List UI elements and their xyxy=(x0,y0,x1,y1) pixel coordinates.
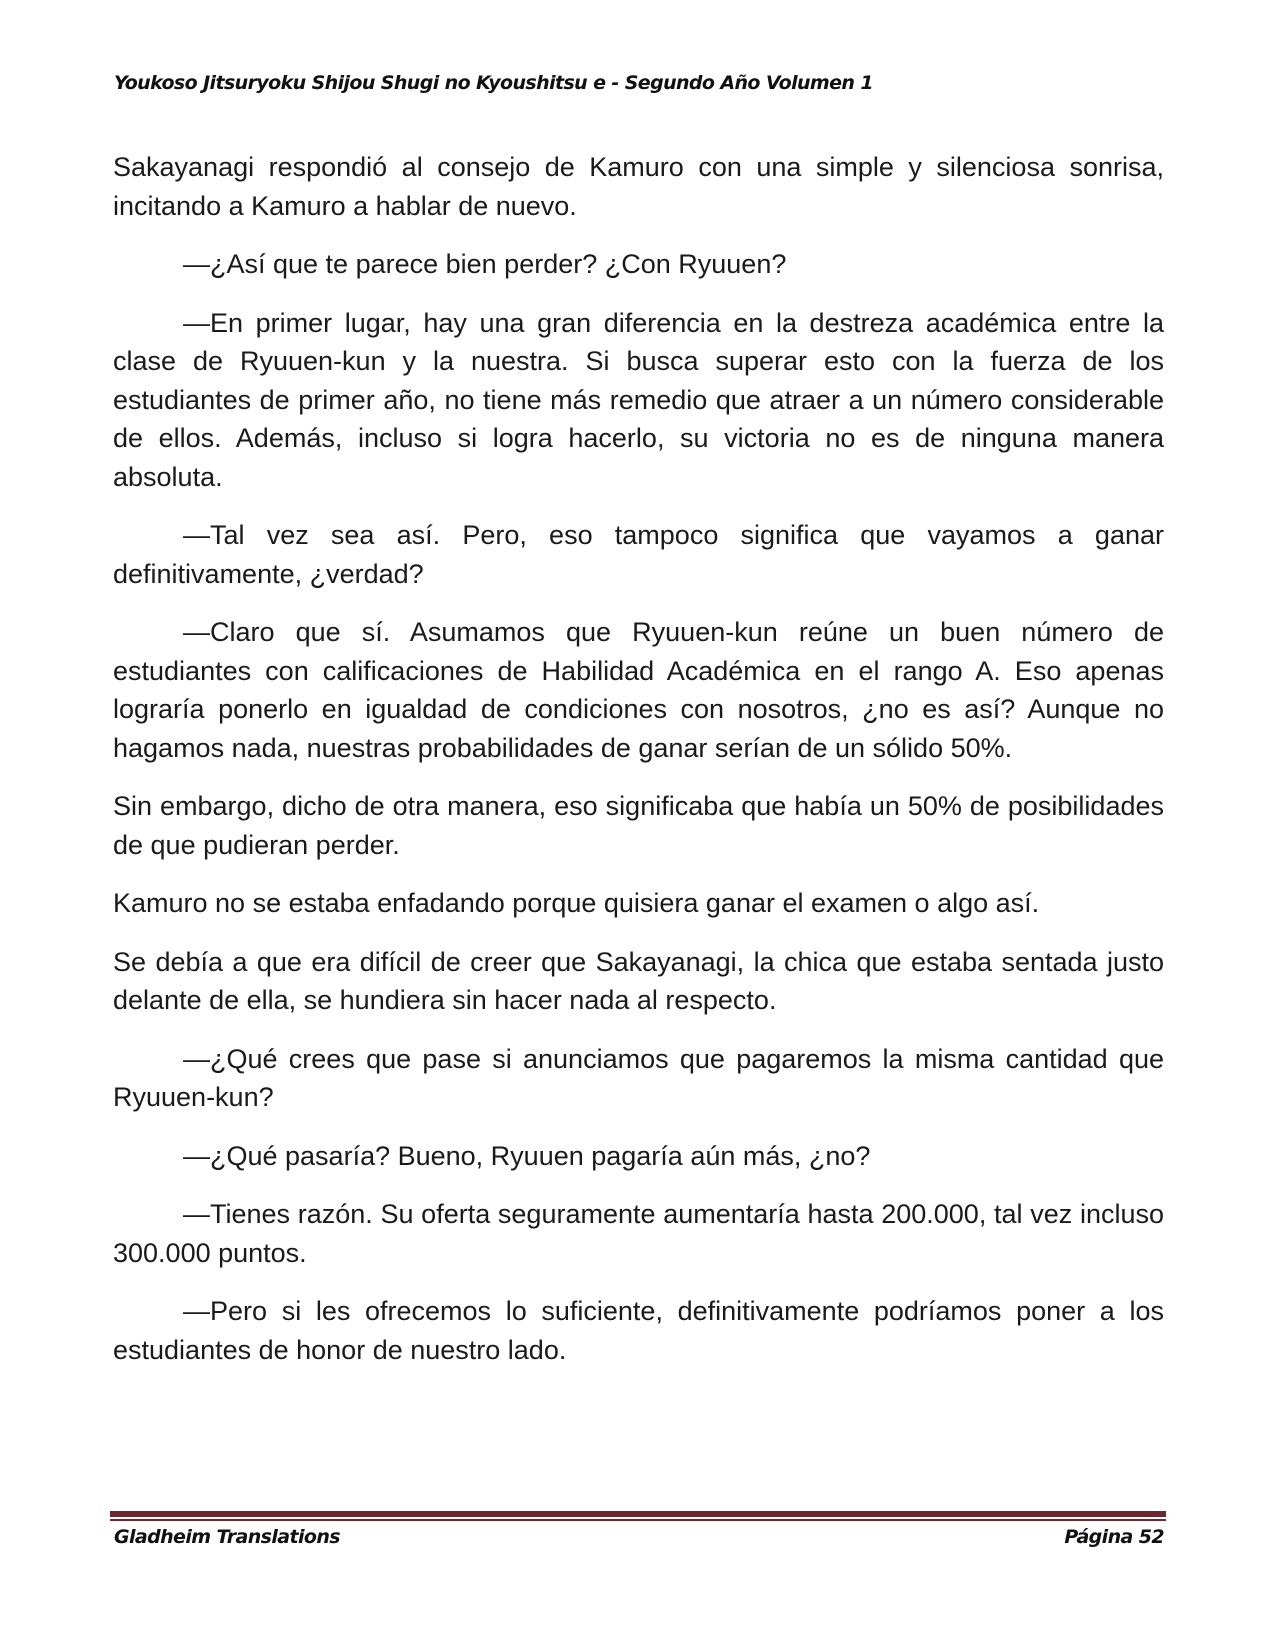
footer-translator: Gladheim Translations xyxy=(114,1526,340,1548)
paragraph: Sakayanagi respondió al consejo de Kamuro con una simple y silenciosa sonrisa, incitando a Kamuro a hablar de nuevo. xyxy=(113,152,1164,221)
paragraph: Sin embargo, dicho de otra manera, eso significaba que había un 50% de posibilidades de que pudieran perder. xyxy=(113,791,1164,860)
paragraph: —Claro que sí. Asumamos que Ryuuen-kun reúne un buen número de estudiantes con calificaciones de Habilidad Académica en el rango A. Eso apenas lograría ponerlo en igualdad de condiciones con nosotros, ¿no es así? Aunque no hagamos nada, nuestras probabilidades de ganar serían de un sólido 50%. xyxy=(113,617,1164,763)
paragraph: Kamuro no se estaba enfadando porque quisiera ganar el examen o algo así. xyxy=(113,888,1040,918)
footer-rule-thick xyxy=(110,1511,1166,1517)
paragraph: —¿Qué crees que pase si anunciamos que pagaremos la misma cantidad que Ryuuen-kun? xyxy=(113,1043,1164,1112)
page-body xyxy=(113,148,1164,1389)
footer-rule-thin xyxy=(110,1519,1166,1521)
paragraph: —¿Así que te parece bien perder? ¿Con Ryuuen? xyxy=(183,249,787,279)
running-header: Youkoso Jitsuryoku Shijou Shugi no Kyoushitsu e - Segundo Año Volumen 1 xyxy=(114,72,873,94)
footer-page-number: Página 52 xyxy=(1064,1526,1164,1548)
paragraph: —Tal vez sea así. Pero, eso tampoco significa que vayamos a ganar definitivamente, ¿verdad? xyxy=(113,520,1164,589)
paragraph: —En primer lugar, hay una gran diferencia en la destreza académica entre la clase de Ryuuen-kun y la nuestra. Si busca superar esto con la fuerza de los estudiantes de primer año, no tiene más remedio que atraer a un número considerable de ellos. Además, incluso si logra hacerlo, su victoria no es de ninguna manera absoluta. xyxy=(113,307,1164,492)
paragraph: —Tienes razón. Su oferta seguramente aumentaría hasta 200.000, tal vez incluso 300.000 puntos. xyxy=(113,1199,1164,1268)
paragraph: Se debía a que era difícil de creer que Sakayanagi, la chica que estaba sentada justo delante de ella, se hundiera sin hacer nada al respecto. xyxy=(113,946,1164,1015)
paragraph: —Pero si les ofrecemos lo suficiente, definitivamente podríamos poner a los estudiantes de honor de nuestro lado. xyxy=(113,1296,1164,1365)
paragraph: —¿Qué pasaría? Bueno, Ryuuen pagaría aún más, ¿no? xyxy=(183,1140,871,1171)
